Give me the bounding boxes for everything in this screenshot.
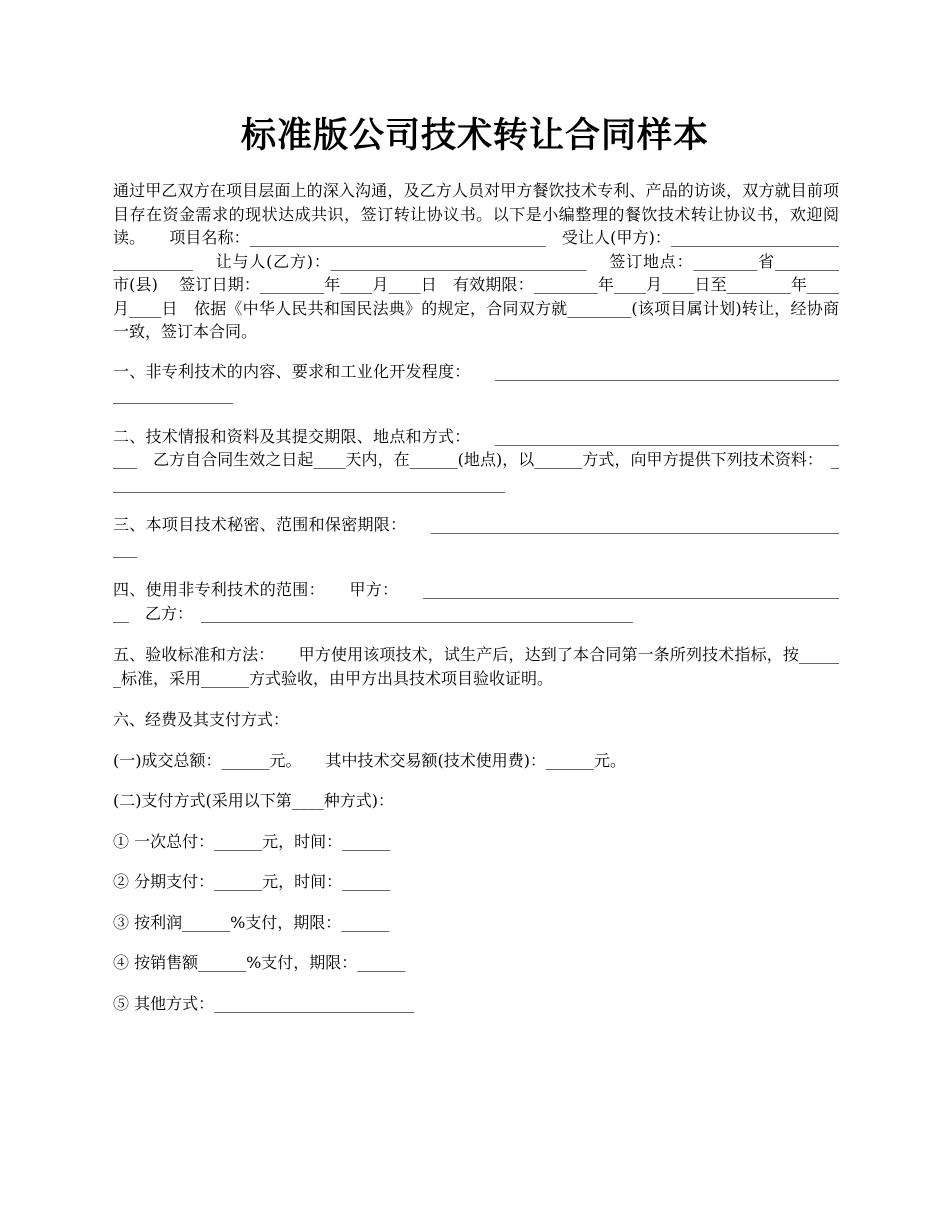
payment-option-4: ④ 按销售额______%支付，期限：______ (113, 953, 406, 972)
intro-paragraph: 通过甲乙双方在项目层面上的深入沟通，及乙方人员对甲方餐饮技术专利、产品的访谈，双方就目前项目存在资金需求的现状达成共识，签订转让协议书。以下是小编整理的餐饮技术转让协议书，欢迎阅读。 项目名称：_____________________________________ 受让人(甲方)：_______________________________ 让与人(乙方)：________________________________ 签订地点：________省________市(县) 签订日期：________年____月____日 有效期限：________年____月____日至________年____月____日 依据《中华人民共和国民法典》的规定，合同双方就________(该项目属计划)转让，经协商一致，签订本合同。 (113, 181, 839, 341)
total-amount-line: (一)成交总额：______元。 其中技术交易额(技术使用费)：______元。 (113, 750, 626, 770)
clause-1-paragraph: 一、非专利技术的内容、要求和工业化开发程度： __________________________________________________________ (113, 361, 839, 404)
clause-3-paragraph: 三、本项目技术秘密、范围和保密期限： ______________________________________________________ (113, 515, 839, 558)
clause-6-heading: 六、经费及其支付方式： (113, 710, 290, 729)
clause-5-paragraph: 五、验收标准和方法： 甲方使用该项技术，试生产后，达到了本合同第一条所列技术指标，按______标准，采用______方式验收，由甲方出具技术项目验收证明。 (113, 645, 839, 688)
payment-method-line: (二)支付方式(采用以下第____种方式)： (113, 791, 394, 810)
clause-4-paragraph: 四、使用非专利技术的范围： 甲方： ______________________________________________________ 乙方： ______________________________________________________ (113, 580, 839, 623)
document-body (113, 179, 839, 1032)
payment-option-2: ② 分期支付：______元，时间：______ (113, 872, 391, 891)
payment-option-1: ① 一次总付：______元，时间：______ (113, 831, 391, 851)
payment-option-3: ③ 按利润______%支付，期限：______ (113, 912, 390, 932)
clause-2-paragraph: 二、技术情报和资料及其提交期限、地点和方式： ______________________________________________ 乙方自合同生效之日起____天内，在______(地点)，以______方式，向甲方提供下列技术资料： __________________________________________________ (113, 426, 839, 493)
document-title: 标准版公司技术转让合同样本 (240, 116, 709, 156)
payment-option-5: ⑤ 其他方式：_________________________ (113, 993, 415, 1013)
